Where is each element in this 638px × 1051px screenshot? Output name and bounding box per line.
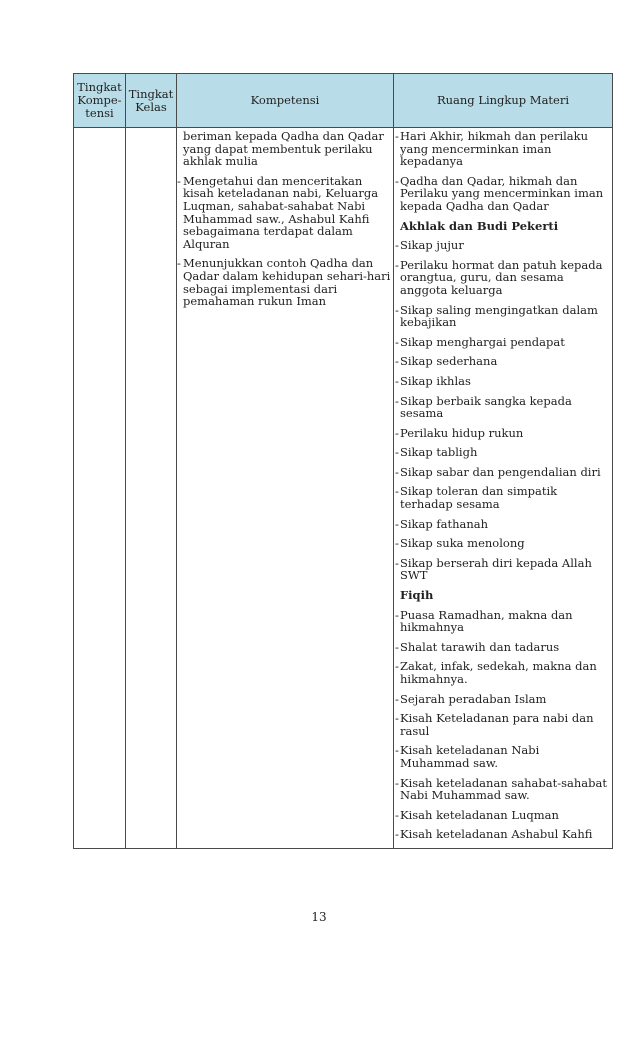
header-kompetensi xyxy=(177,74,394,128)
list-dash: - xyxy=(395,555,399,570)
list-dash: - xyxy=(395,445,399,460)
materi-item xyxy=(394,828,612,841)
materi-item-text: Kisah keteladanan Luqman xyxy=(400,807,559,822)
materi-item-text: Qadha dan Qadar, hikmah dan Perilaku yang mencerminkan iman kepada Qadha dan Qadar xyxy=(400,173,604,213)
materi-item xyxy=(394,777,612,802)
materi-item-text: Kisah keteladanan Nabi Muhammad saw. xyxy=(400,743,540,770)
list-dash: - xyxy=(395,425,399,440)
list-dash: - xyxy=(395,354,399,369)
kompetensi-item-text: Menunjukkan contoh Qadha dan Qadar dalam kehidupan sehari-hari sebagai implementasi dari pemahaman rukun Iman xyxy=(183,256,391,309)
materi-item-text: Sikap sabar dan pengendalian diri xyxy=(400,464,601,479)
materi-item-text: Hari Akhir, hikmah dan perilaku yang mencerminkan iman kepadanya xyxy=(400,129,589,169)
materi-item xyxy=(394,427,612,440)
header-ruang-lingkup-label: Ruang Lingkup Materi xyxy=(436,93,570,107)
materi-item-text: Kisah Keteladanan para nabi dan rasul xyxy=(400,711,594,738)
header-tingkat-kelas-label: Tingkat Kelas xyxy=(128,86,174,114)
materi-item xyxy=(394,446,612,459)
list-dash: - xyxy=(395,607,399,622)
list-dash: - xyxy=(395,807,399,822)
header-kompetensi-label: Kompetensi xyxy=(250,93,320,107)
materi-item-text: Sikap fathanah xyxy=(400,516,489,531)
list-dash: - xyxy=(395,743,399,758)
table-header-row xyxy=(74,74,613,128)
list-dash: - xyxy=(177,256,181,271)
list-dash: - xyxy=(395,373,399,388)
header-tingkat-kompetensi-label: Tingkat Kompe- tensi xyxy=(77,80,122,120)
materi-item xyxy=(394,395,612,420)
materi-heading-text: Akhlak dan Budi Pekerti xyxy=(400,218,559,233)
list-dash: - xyxy=(395,691,399,706)
materi-item-text: Sikap berserah diri kepada Allah SWT xyxy=(400,555,592,583)
materi-item xyxy=(394,304,612,329)
materi-item-text: Kisah keteladanan Ashabul Kahfi xyxy=(400,827,593,842)
materi-section-heading xyxy=(394,589,612,602)
list-dash: - xyxy=(395,516,399,531)
materi-section-heading xyxy=(394,220,612,233)
table-row xyxy=(74,128,613,849)
materi-item-text: Sikap ikhlas xyxy=(400,373,471,388)
materi-list xyxy=(394,128,612,841)
list-dash: - xyxy=(395,659,399,674)
materi-item-text: Shalat tarawih dan tadarus xyxy=(400,639,560,654)
list-dash: - xyxy=(395,129,399,143)
materi-item xyxy=(394,641,612,654)
header-tingkat-kompetensi xyxy=(74,74,126,128)
materi-item xyxy=(394,239,612,252)
list-dash: - xyxy=(395,711,399,726)
materi-item xyxy=(394,336,612,349)
materi-item xyxy=(394,693,612,706)
materi-item xyxy=(394,466,612,479)
cell-tingkat-kelas xyxy=(126,128,177,849)
materi-item xyxy=(394,375,612,388)
list-dash: - xyxy=(395,464,399,479)
header-tingkat-kelas xyxy=(126,74,177,128)
materi-item xyxy=(394,809,612,822)
list-dash: - xyxy=(395,484,399,499)
kompetensi-list xyxy=(177,128,393,308)
materi-item-text: Sikap jujur xyxy=(400,238,464,253)
materi-item-text: Zakat, infak, sedekah, makna dan hikmahnya. xyxy=(400,659,597,686)
cell-ruang-lingkup xyxy=(394,128,613,849)
curriculum-table xyxy=(73,73,613,849)
kompetensi-item xyxy=(177,130,393,168)
materi-item-text: Sikap saling mengingatkan dalam kebajikan xyxy=(400,302,598,330)
kompetensi-item xyxy=(177,257,393,307)
page-number: 13 xyxy=(311,910,327,924)
list-dash: - xyxy=(395,302,399,317)
list-dash: - xyxy=(395,238,399,253)
materi-item xyxy=(394,175,612,213)
materi-item-text: Perilaku hormat dan patuh kepada orangtua, guru, dan sesama anggota keluarga xyxy=(400,257,603,297)
materi-item xyxy=(394,130,612,168)
materi-item-text: Perilaku hidup rukun xyxy=(400,425,524,440)
materi-item-text: Sikap tabligh xyxy=(400,445,478,460)
kompetensi-item-text: beriman kepada Qadha dan Qadar yang dapat membentuk perilaku akhlak mulia xyxy=(183,129,384,169)
list-dash: - xyxy=(395,334,399,349)
materi-item-text: Sikap suka menolong xyxy=(400,536,525,551)
materi-heading-text: Fiqih xyxy=(400,588,434,603)
list-dash: - xyxy=(177,173,181,188)
materi-item xyxy=(394,744,612,769)
materi-item-text: Sikap menghargai pendapat xyxy=(400,334,565,349)
materi-item xyxy=(394,518,612,531)
materi-item xyxy=(394,557,612,582)
kompetensi-item-text: Mengetahui dan menceritakan kisah keteladanan nabi, Keluarga Luqman, sahabat-sahabat Nabi Muhammad saw., Ashabul Kahfi sebagaimana terdapat dalam Alquran xyxy=(183,173,379,251)
materi-item xyxy=(394,485,612,510)
materi-item xyxy=(394,660,612,685)
materi-item-text: Kisah keteladanan sahabat-sahabat Nabi Muhammad saw. xyxy=(400,775,607,803)
materi-item xyxy=(394,355,612,368)
materi-item-text: Sikap toleran dan simpatik terhadap sesama xyxy=(400,484,558,512)
materi-item-text: Sikap sederhana xyxy=(400,354,498,369)
materi-item xyxy=(394,259,612,297)
materi-item xyxy=(394,537,612,550)
header-ruang-lingkup xyxy=(394,74,613,128)
materi-item-text: Sejarah peradaban Islam xyxy=(400,691,547,706)
cell-tingkat-kompetensi xyxy=(74,128,126,849)
cell-kompetensi xyxy=(177,128,394,849)
list-dash: - xyxy=(395,827,399,842)
list-dash: - xyxy=(395,639,399,654)
list-dash: - xyxy=(395,257,399,272)
kompetensi-item xyxy=(177,175,393,251)
materi-item xyxy=(394,609,612,634)
materi-item xyxy=(394,712,612,737)
materi-item-text: Sikap berbaik sangka kepada sesama xyxy=(400,393,572,421)
list-dash: - xyxy=(395,536,399,551)
list-dash: - xyxy=(395,393,399,408)
materi-item-text: Puasa Ramadhan, makna dan hikmahnya xyxy=(400,607,573,635)
list-dash: - xyxy=(395,173,399,188)
list-dash: - xyxy=(395,775,399,790)
